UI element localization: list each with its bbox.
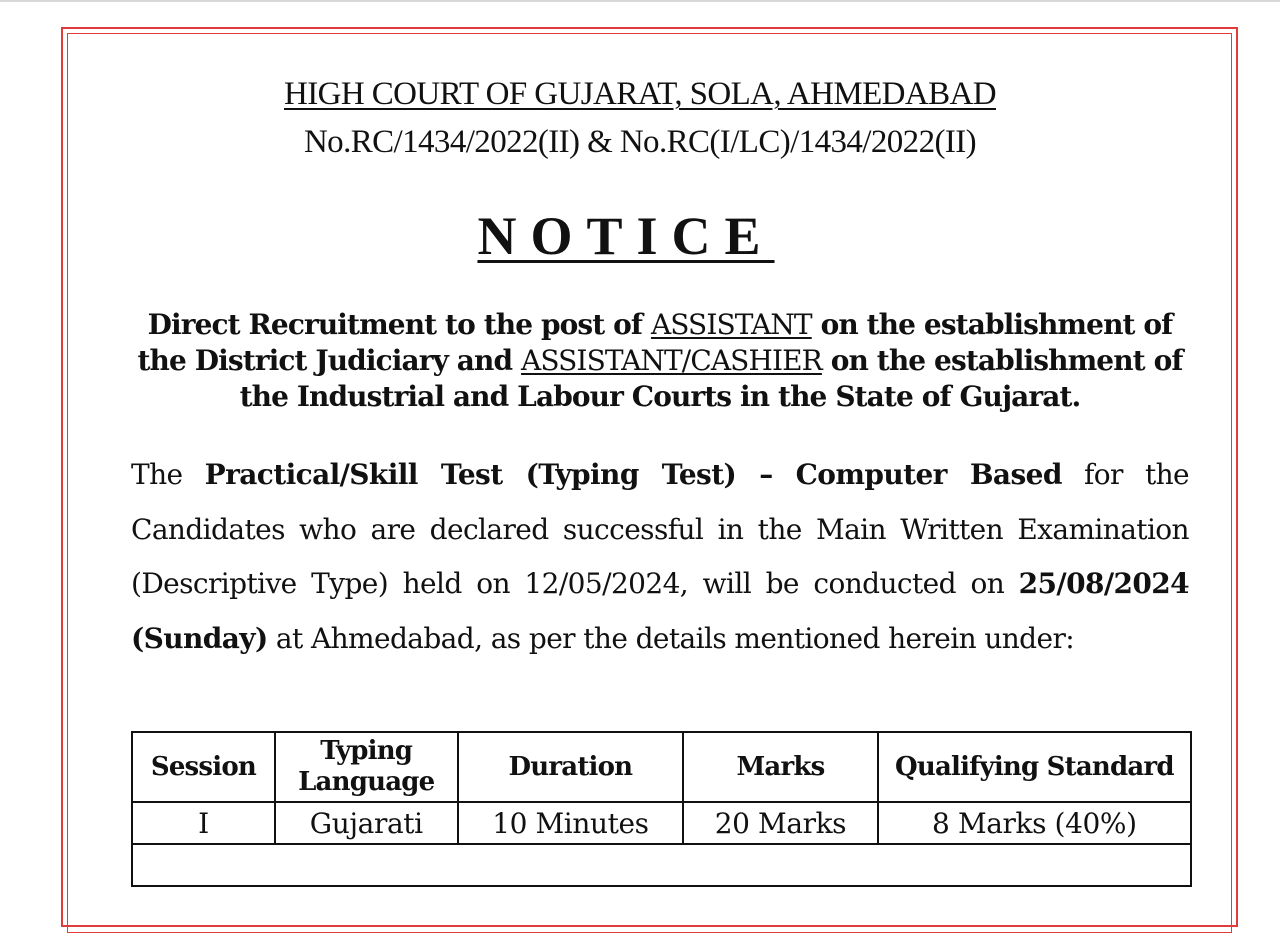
body-text-1: The: [131, 458, 205, 491]
organization-heading: [0, 76, 1280, 113]
typing-test-table: [131, 731, 1192, 887]
cell-language: Gujarati: [275, 802, 458, 844]
table-row: [132, 802, 1191, 844]
notice-title: [0, 205, 1252, 267]
header-duration: Duration: [458, 732, 684, 802]
cell-qualifying-standard: 8 Marks (40%): [878, 802, 1191, 844]
table-row-partial: [132, 844, 1191, 886]
body-test-date: 25/08/2024 (Sunday): [131, 567, 1189, 655]
body-text-3: at Ahmedabad, as per the details mentioned herein under:: [267, 621, 1075, 655]
header-marks: Marks: [683, 732, 878, 802]
page-top-edge: [0, 0, 1280, 2]
organization-name: HIGH COURT OF GUJARAT, SOLA, AHMEDABAD: [284, 76, 996, 112]
header-qualifying-standard: Qualifying Standard: [878, 732, 1191, 802]
body-text-2: for the Candidates who are declared successful in the Main Written Examination (Descriptive Type) held on 12/05/2024, will be conducted on: [131, 458, 1190, 600]
table-header-row: [132, 732, 1191, 802]
subject-text-1: Direct Recruitment to the post of: [147, 308, 651, 341]
subject-text-3: on the establishment of the Industrial and Labour Courts in the State of Gujarat.: [239, 344, 1183, 413]
subject-post-assistant: ASSISTANT: [650, 308, 812, 341]
notice-title-text: NOTICE: [477, 206, 775, 266]
subject-post-assistant-cashier: ASSISTANT/CASHIER: [521, 344, 822, 377]
notice-subject: [120, 307, 1200, 415]
header-typing-language: Typing Language: [275, 732, 458, 802]
header-session: Session: [132, 732, 275, 802]
body-test-name: Practical/Skill Test (Typing Test) – Computer Based: [204, 458, 1062, 491]
reference-number: No.RC/1434/2022(II) & No.RC(I/LC)/1434/2022(II): [303, 124, 977, 160]
cell-marks: 20 Marks: [683, 802, 878, 844]
notice-body-paragraph: [131, 448, 1189, 666]
cell-duration: 10 Minutes: [458, 802, 684, 844]
partial-row-cell: [132, 844, 1191, 886]
subject-text-2: on the establishment of the District Judiciary and: [137, 308, 1173, 377]
cell-session: I: [132, 802, 275, 844]
